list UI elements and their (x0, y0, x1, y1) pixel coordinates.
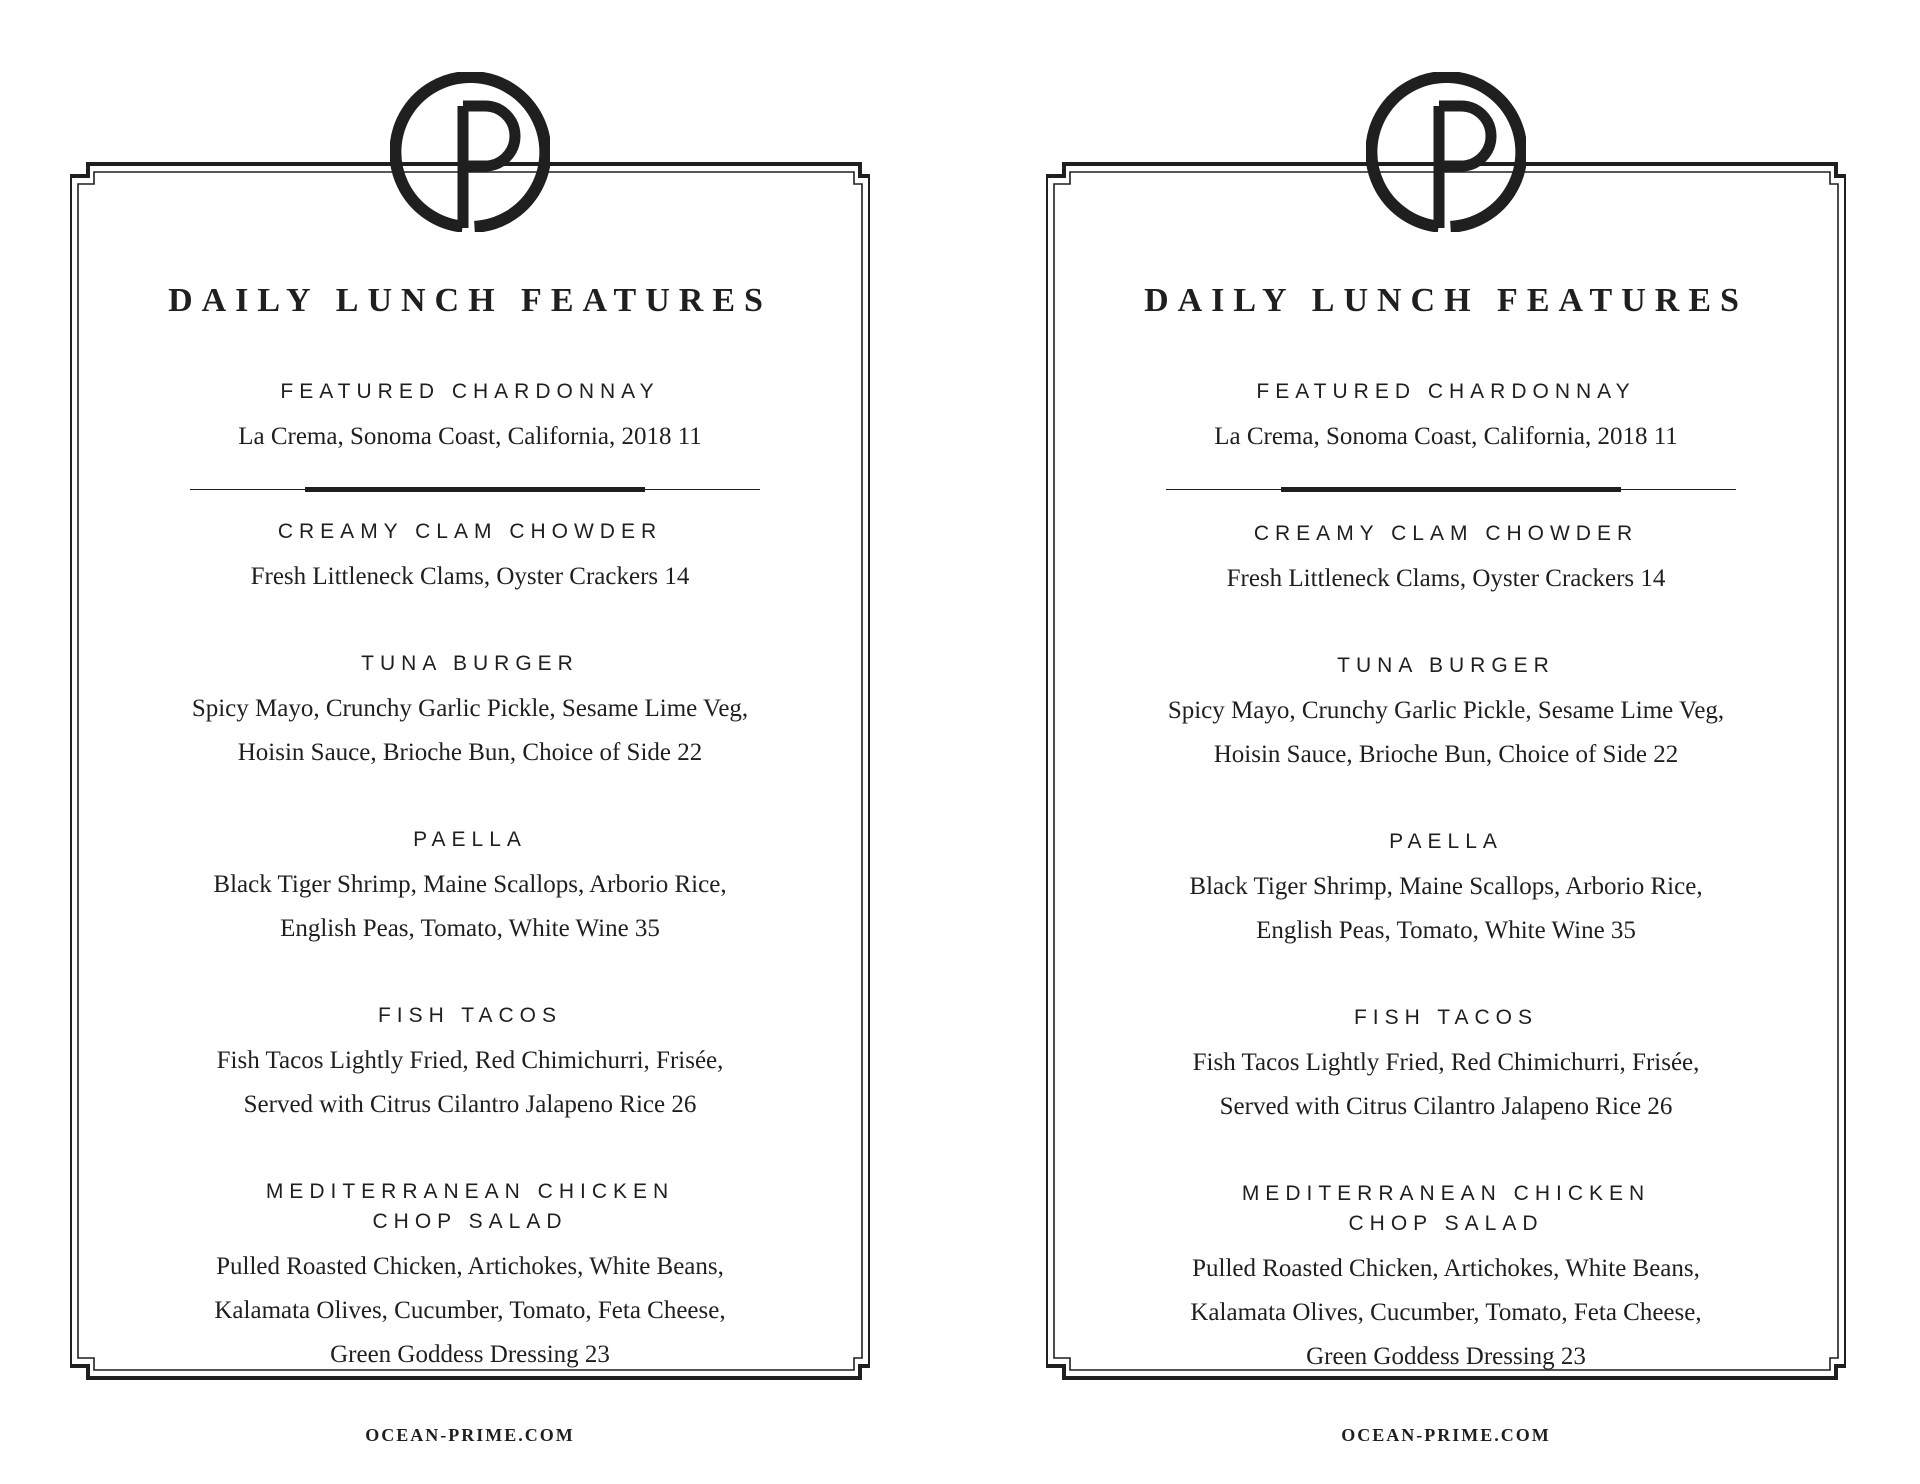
item-description: Fish Tacos Lightly Fried, Red Chimichurri, Frisée, (1192, 1049, 1700, 1076)
item-description: La Crema, Sonoma Coast, California, 2018 11 (1214, 423, 1678, 450)
section-divider (190, 487, 760, 493)
item-heading: MEDITERRANEAN CHICKEN (265, 1180, 675, 1203)
menu-item-creamy-clam-chowder (70, 517, 870, 599)
menu-card-right (1046, 0, 1846, 1484)
item-description: Black Tiger Shrimp, Maine Scallops, Arborio Rice, (1189, 873, 1703, 900)
menu-item-featured-chardonnay (1046, 377, 1846, 459)
menu-title: DAILY LUNCH FEATURES (1144, 282, 1748, 319)
item-description: Black Tiger Shrimp, Maine Scallops, Arborio Rice, (213, 871, 727, 898)
menu-item-tuna-burger (70, 649, 870, 775)
item-heading: MEDITERRANEAN CHICKEN (1241, 1182, 1651, 1205)
item-description: Green Goddess Dressing 23 (1306, 1343, 1586, 1370)
menu-item-mediterranean-chicken-chop-salad (70, 1177, 870, 1377)
item-heading: CHOP SALAD (1348, 1212, 1544, 1235)
item-heading: FEATURED CHARDONNAY (1256, 380, 1636, 403)
item-description: Hoisin Sauce, Brioche Bun, Choice of Side 22 (1213, 741, 1679, 768)
menu-item-fish-tacos (70, 1001, 870, 1127)
menu-item-tuna-burger (1046, 651, 1846, 777)
item-description: Spicy Mayo, Crunchy Garlic Pickle, Sesame Lime Veg, (191, 695, 749, 722)
item-heading: CREAMY CLAM CHOWDER (277, 520, 663, 543)
ocean-prime-logo-icon (1366, 72, 1526, 232)
menu-item-creamy-clam-chowder (1046, 519, 1846, 601)
item-description: English Peas, Tomato, White Wine 35 (280, 915, 660, 942)
item-description: Pulled Roasted Chicken, Artichokes, White Beans, (216, 1253, 724, 1280)
section-divider (1166, 487, 1736, 493)
item-description: Fresh Littleneck Clams, Oyster Crackers 14 (250, 563, 690, 590)
item-description: English Peas, Tomato, White Wine 35 (1256, 917, 1636, 944)
item-heading: FISH TACOS (1353, 1006, 1539, 1029)
item-description: Pulled Roasted Chicken, Artichokes, White Beans, (1192, 1255, 1700, 1282)
item-description: La Crema, Sonoma Coast, California, 2018 11 (238, 423, 702, 450)
menu-item-paella (70, 825, 870, 951)
item-description: Served with Citrus Cilantro Jalapeno Rice 26 (243, 1091, 697, 1118)
item-heading: CHOP SALAD (372, 1210, 568, 1233)
menu-item-mediterranean-chicken-chop-salad (1046, 1179, 1846, 1379)
website-link[interactable]: OCEAN-PRIME.COM (365, 1425, 575, 1445)
ocean-prime-logo-icon (390, 72, 550, 232)
item-heading: TUNA BURGER (1337, 654, 1555, 677)
item-description: Kalamata Olives, Cucumber, Tomato, Feta Cheese, (1190, 1299, 1702, 1326)
item-description: Green Goddess Dressing 23 (330, 1341, 610, 1368)
item-heading: FISH TACOS (377, 1004, 563, 1027)
item-description: Served with Citrus Cilantro Jalapeno Rice 26 (1219, 1093, 1673, 1120)
item-heading: PAELLA (413, 828, 527, 851)
item-description: Fresh Littleneck Clams, Oyster Crackers 14 (1226, 565, 1666, 592)
item-description: Fish Tacos Lightly Fried, Red Chimichurri, Frisée, (216, 1047, 724, 1074)
menu-title: DAILY LUNCH FEATURES (168, 282, 772, 319)
website-link[interactable]: OCEAN-PRIME.COM (1341, 1425, 1551, 1445)
menu-item-paella (1046, 827, 1846, 953)
item-heading: TUNA BURGER (361, 652, 579, 675)
menu-item-fish-tacos (1046, 1003, 1846, 1129)
menu-card-left (70, 0, 870, 1484)
item-description: Hoisin Sauce, Brioche Bun, Choice of Side 22 (237, 739, 703, 766)
item-heading: FEATURED CHARDONNAY (280, 380, 660, 403)
item-description: Spicy Mayo, Crunchy Garlic Pickle, Sesame Lime Veg, (1167, 697, 1725, 724)
item-description: Kalamata Olives, Cucumber, Tomato, Feta Cheese, (214, 1297, 726, 1324)
item-heading: PAELLA (1389, 830, 1503, 853)
item-heading: CREAMY CLAM CHOWDER (1253, 522, 1639, 545)
menu-item-featured-chardonnay (70, 377, 870, 459)
